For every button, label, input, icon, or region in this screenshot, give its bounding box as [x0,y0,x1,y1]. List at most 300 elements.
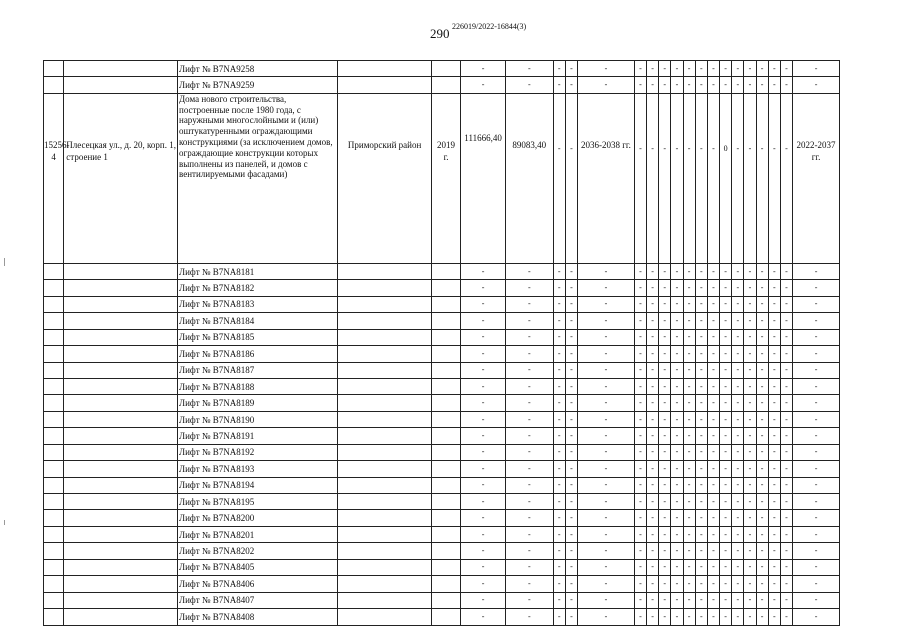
work-cell: - [720,576,732,592]
work-cell: - [780,494,792,510]
work-cell: - [744,362,756,378]
period-cell: - [577,362,634,378]
work-cell: - [647,93,659,263]
last-period-cell: - [793,609,840,625]
area-living-cell: - [505,329,553,345]
lift-name-cell: Лифт № B7NA8187 [178,362,338,378]
work-cell: - [756,93,768,263]
work-cell: - [647,510,659,526]
work-cell: - [756,346,768,362]
work-cell: - [732,444,744,460]
work-cell: - [756,526,768,542]
work-cell: - [659,576,671,592]
year-cell [431,609,460,625]
period-cell: - [577,378,634,394]
work-cell: - [647,378,659,394]
work-cell: - [720,411,732,427]
narrow-cell: - [553,576,565,592]
work-cell: - [780,313,792,329]
work-cell: - [780,526,792,542]
work-cell: - [720,510,732,526]
period-cell: - [577,543,634,559]
lift-name-cell: Лифт № B7NA9258 [178,61,338,77]
work-cell: - [671,609,683,625]
lift-name-cell: Лифт № B7NA8407 [178,592,338,608]
work-cell: - [768,329,780,345]
work-cell: - [671,296,683,312]
work-cell: - [683,510,695,526]
last-period-cell: - [793,395,840,411]
area-living-cell: - [505,77,553,93]
work-cell: - [659,428,671,444]
work-cell: - [744,329,756,345]
area-total-cell: - [461,510,506,526]
narrow-cell: - [565,592,577,608]
work-cell: - [756,477,768,493]
year-cell [431,395,460,411]
last-period-cell: - [793,280,840,296]
table-row [44,313,840,329]
building-row [44,93,840,263]
id-cell [44,378,64,394]
last-period-cell: - [793,592,840,608]
narrow-cell: - [565,93,577,263]
work-cell: - [707,280,719,296]
work-cell: - [683,411,695,427]
area-total-cell: - [461,378,506,394]
table-row [44,477,840,493]
work-cell: - [683,477,695,493]
work-cell: - [647,263,659,279]
work-cell: - [659,378,671,394]
work-cell: - [707,477,719,493]
work-cell: - [695,444,707,460]
work-cell: - [707,411,719,427]
work-cell: - [647,362,659,378]
area-total-cell: - [461,609,506,625]
work-cell: - [647,77,659,93]
district-name: Приморский район [338,93,431,263]
center-value: 0 [720,93,732,263]
narrow-cell: - [565,444,577,460]
work-cell: - [720,592,732,608]
year-cell [431,477,460,493]
lift-name-cell: Лифт № B7NA8406 [178,576,338,592]
work-cell: - [695,263,707,279]
table-row [44,378,840,394]
work-cell: - [780,346,792,362]
area-living-cell: - [505,61,553,77]
work-cell: - [780,263,792,279]
district-cell [338,61,431,77]
district-cell [338,411,431,427]
work-cell: - [683,329,695,345]
narrow-cell: - [565,329,577,345]
area-living-cell: - [505,313,553,329]
last-period-cell: - [793,428,840,444]
narrow-cell: - [565,526,577,542]
table-row [44,280,840,296]
last-period-cell: - [793,313,840,329]
table-row [44,510,840,526]
work-cell: - [647,494,659,510]
last-period-cell: - [793,296,840,312]
lift-name-cell: Лифт № B7NA8181 [178,263,338,279]
work-cell: - [780,559,792,575]
work-cell: - [732,411,744,427]
last-repair-period: 2022-2037 гг. [793,93,840,263]
period-cell: - [577,77,634,93]
area-total-cell: - [461,592,506,608]
margin-mark [4,520,5,525]
area-total-cell: - [461,296,506,312]
area-total-cell: - [461,362,506,378]
work-cell: - [634,93,646,263]
district-cell [338,395,431,411]
work-cell: - [659,61,671,77]
lift-name-cell: Лифт № B7NA8405 [178,559,338,575]
work-cell: - [659,411,671,427]
area-total-cell: - [461,61,506,77]
id-cell [44,263,64,279]
work-cell: - [647,313,659,329]
work-cell: - [720,77,732,93]
work-cell: - [707,296,719,312]
work-cell: - [695,93,707,263]
last-period-cell: - [793,61,840,77]
table-row [44,494,840,510]
table-row [44,77,840,93]
work-cell: - [659,362,671,378]
last-period-cell: - [793,477,840,493]
area-living-cell: - [505,526,553,542]
work-cell: - [683,494,695,510]
address-cell [64,609,178,625]
year-cell [431,296,460,312]
work-cell: - [707,543,719,559]
work-cell: - [732,346,744,362]
district-cell [338,477,431,493]
work-cell: - [695,61,707,77]
last-period-cell: - [793,362,840,378]
work-cell: - [732,494,744,510]
work-cell: - [732,543,744,559]
work-cell: - [659,77,671,93]
work-cell: - [659,346,671,362]
work-cell: - [720,494,732,510]
work-cell: - [671,428,683,444]
work-cell: - [768,428,780,444]
total-area: 111666,40 [461,93,506,263]
area-total-cell: - [461,559,506,575]
table-row [44,461,840,477]
work-cell: - [720,346,732,362]
district-cell [338,378,431,394]
work-cell: - [659,296,671,312]
work-cell: - [707,609,719,625]
work-cell: - [720,263,732,279]
work-cell: - [671,494,683,510]
district-cell [338,444,431,460]
area-total-cell: - [461,329,506,345]
narrow-cell: - [565,395,577,411]
area-living-cell: - [505,296,553,312]
work-cell: - [732,263,744,279]
work-cell: - [744,395,756,411]
work-cell: - [768,77,780,93]
work-cell: - [647,395,659,411]
narrow-cell: - [553,559,565,575]
work-cell: - [647,477,659,493]
work-cell: - [647,61,659,77]
year-cell [431,461,460,477]
id-cell [44,411,64,427]
year-cell [431,543,460,559]
year-cell [431,362,460,378]
work-cell: - [756,378,768,394]
work-cell: - [683,77,695,93]
address-cell [64,576,178,592]
work-cell: - [720,461,732,477]
work-cell: - [671,592,683,608]
address-cell [64,444,178,460]
narrow-cell: - [553,378,565,394]
work-cell: - [659,93,671,263]
address-cell [64,411,178,427]
work-cell: - [768,543,780,559]
narrow-cell: - [553,510,565,526]
narrow-cell: - [553,93,565,263]
id-cell [44,494,64,510]
work-cell: - [707,329,719,345]
work-cell: - [647,346,659,362]
work-cell: - [732,329,744,345]
work-cell: - [695,461,707,477]
last-period-cell: - [793,77,840,93]
address-cell [64,477,178,493]
work-cell: - [768,395,780,411]
area-living-cell: - [505,592,553,608]
work-cell: - [780,93,792,263]
area-total-cell: - [461,428,506,444]
area-living-cell: - [505,378,553,394]
work-cell: - [707,461,719,477]
work-cell: - [720,362,732,378]
work-cell: - [659,444,671,460]
narrow-cell: - [565,461,577,477]
district-cell [338,77,431,93]
lift-name-cell: Лифт № B7NA8192 [178,444,338,460]
address-cell [64,494,178,510]
work-cell: - [780,543,792,559]
work-cell: - [756,494,768,510]
id-cell [44,461,64,477]
table-row [44,329,840,345]
table-row [44,609,840,625]
area-living-cell: - [505,263,553,279]
address-cell [64,510,178,526]
year-cell [431,576,460,592]
work-cell: - [707,362,719,378]
work-cell: - [780,428,792,444]
work-cell: - [683,362,695,378]
work-cell: - [671,346,683,362]
work-cell: - [732,510,744,526]
narrow-cell: - [565,576,577,592]
work-cell: - [707,61,719,77]
area-total-cell: - [461,494,506,510]
work-cell: - [780,609,792,625]
period-cell: - [577,428,634,444]
work-cell: - [683,543,695,559]
address-cell [64,77,178,93]
work-cell: - [768,609,780,625]
work-cell: - [744,526,756,542]
work-cell: - [732,428,744,444]
work-cell: - [744,576,756,592]
table-row [44,346,840,362]
id-cell [44,444,64,460]
work-cell: - [707,494,719,510]
address-cell [64,362,178,378]
district-cell [338,592,431,608]
work-cell: - [780,77,792,93]
work-cell: - [768,494,780,510]
capital-repair-table [43,60,840,626]
work-cell: - [659,592,671,608]
narrow-cell: - [565,280,577,296]
table-row [44,559,840,575]
address-cell [64,61,178,77]
table-row [44,428,840,444]
work-cell: - [756,362,768,378]
work-cell: - [707,576,719,592]
id-cell [44,428,64,444]
work-cell: - [695,477,707,493]
work-cell: - [756,61,768,77]
work-cell: - [720,428,732,444]
work-cell: - [768,61,780,77]
work-cell: - [768,296,780,312]
district-cell [338,510,431,526]
work-cell: - [756,559,768,575]
area-total-cell: - [461,444,506,460]
work-cell: - [647,576,659,592]
district-cell [338,494,431,510]
work-cell: - [671,411,683,427]
lift-name-cell: Лифт № B7NA8186 [178,346,338,362]
work-cell: - [683,444,695,460]
id-cell [44,510,64,526]
area-living-cell: - [505,411,553,427]
area-total-cell: - [461,280,506,296]
period-cell: - [577,592,634,608]
work-cell: - [732,77,744,93]
work-cell: - [683,395,695,411]
work-cell: - [756,263,768,279]
area-total-cell: - [461,461,506,477]
work-cell: - [634,61,646,77]
table-row [44,526,840,542]
work-cell: - [683,461,695,477]
work-cell: - [634,313,646,329]
work-cell: - [634,395,646,411]
narrow-cell: - [565,609,577,625]
work-cell: - [756,543,768,559]
work-cell: - [744,263,756,279]
id-cell [44,61,64,77]
work-cell: - [707,313,719,329]
work-cell: - [707,346,719,362]
work-cell: - [695,526,707,542]
last-period-cell: - [793,444,840,460]
area-total-cell: - [461,576,506,592]
work-cell: - [647,461,659,477]
work-cell: - [780,461,792,477]
lift-name-cell: Лифт № B7NA8189 [178,395,338,411]
period-cell: - [577,411,634,427]
area-total-cell: - [461,263,506,279]
address-cell [64,296,178,312]
narrow-cell: - [553,296,565,312]
id-cell [44,576,64,592]
work-cell: - [634,609,646,625]
work-cell: - [647,411,659,427]
last-period-cell: - [793,494,840,510]
work-cell: - [647,543,659,559]
work-cell: - [634,477,646,493]
address-cell [64,346,178,362]
work-cell: - [744,428,756,444]
year-cell [431,329,460,345]
work-cell: - [732,559,744,575]
work-cell: - [707,444,719,460]
work-cell: - [671,280,683,296]
table-row [44,543,840,559]
table-row [44,592,840,608]
district-cell [338,296,431,312]
work-cell: - [780,296,792,312]
id-cell [44,526,64,542]
work-cell: - [647,280,659,296]
work-cell: - [647,428,659,444]
lift-name-cell: Лифт № B7NA8182 [178,280,338,296]
work-cell: - [768,378,780,394]
work-cell: - [659,313,671,329]
period-cell: - [577,609,634,625]
work-cell: - [768,559,780,575]
table-row [44,576,840,592]
area-total-cell: - [461,77,506,93]
work-cell: - [659,526,671,542]
area-total-cell: - [461,526,506,542]
address-cell [64,263,178,279]
work-cell: - [768,576,780,592]
period-cell: - [577,461,634,477]
work-cell: - [634,411,646,427]
work-cell: - [683,61,695,77]
building-description: Дома нового строительства, построенные после 1980 года, с наружными многослойными и (или) оштукатуренными ограждающими конструкциями (за исключением домов, ограждающие конструкции которых выполнены из панелей, и домов с вентилируемыми фасадами) [178,93,338,263]
period-cell: - [577,494,634,510]
work-cell: - [707,93,719,263]
work-cell: - [671,477,683,493]
period-cell: - [577,559,634,575]
work-cell: - [780,378,792,394]
work-cell: - [732,461,744,477]
work-cell: - [707,559,719,575]
work-cell: - [720,543,732,559]
work-cell: - [683,378,695,394]
